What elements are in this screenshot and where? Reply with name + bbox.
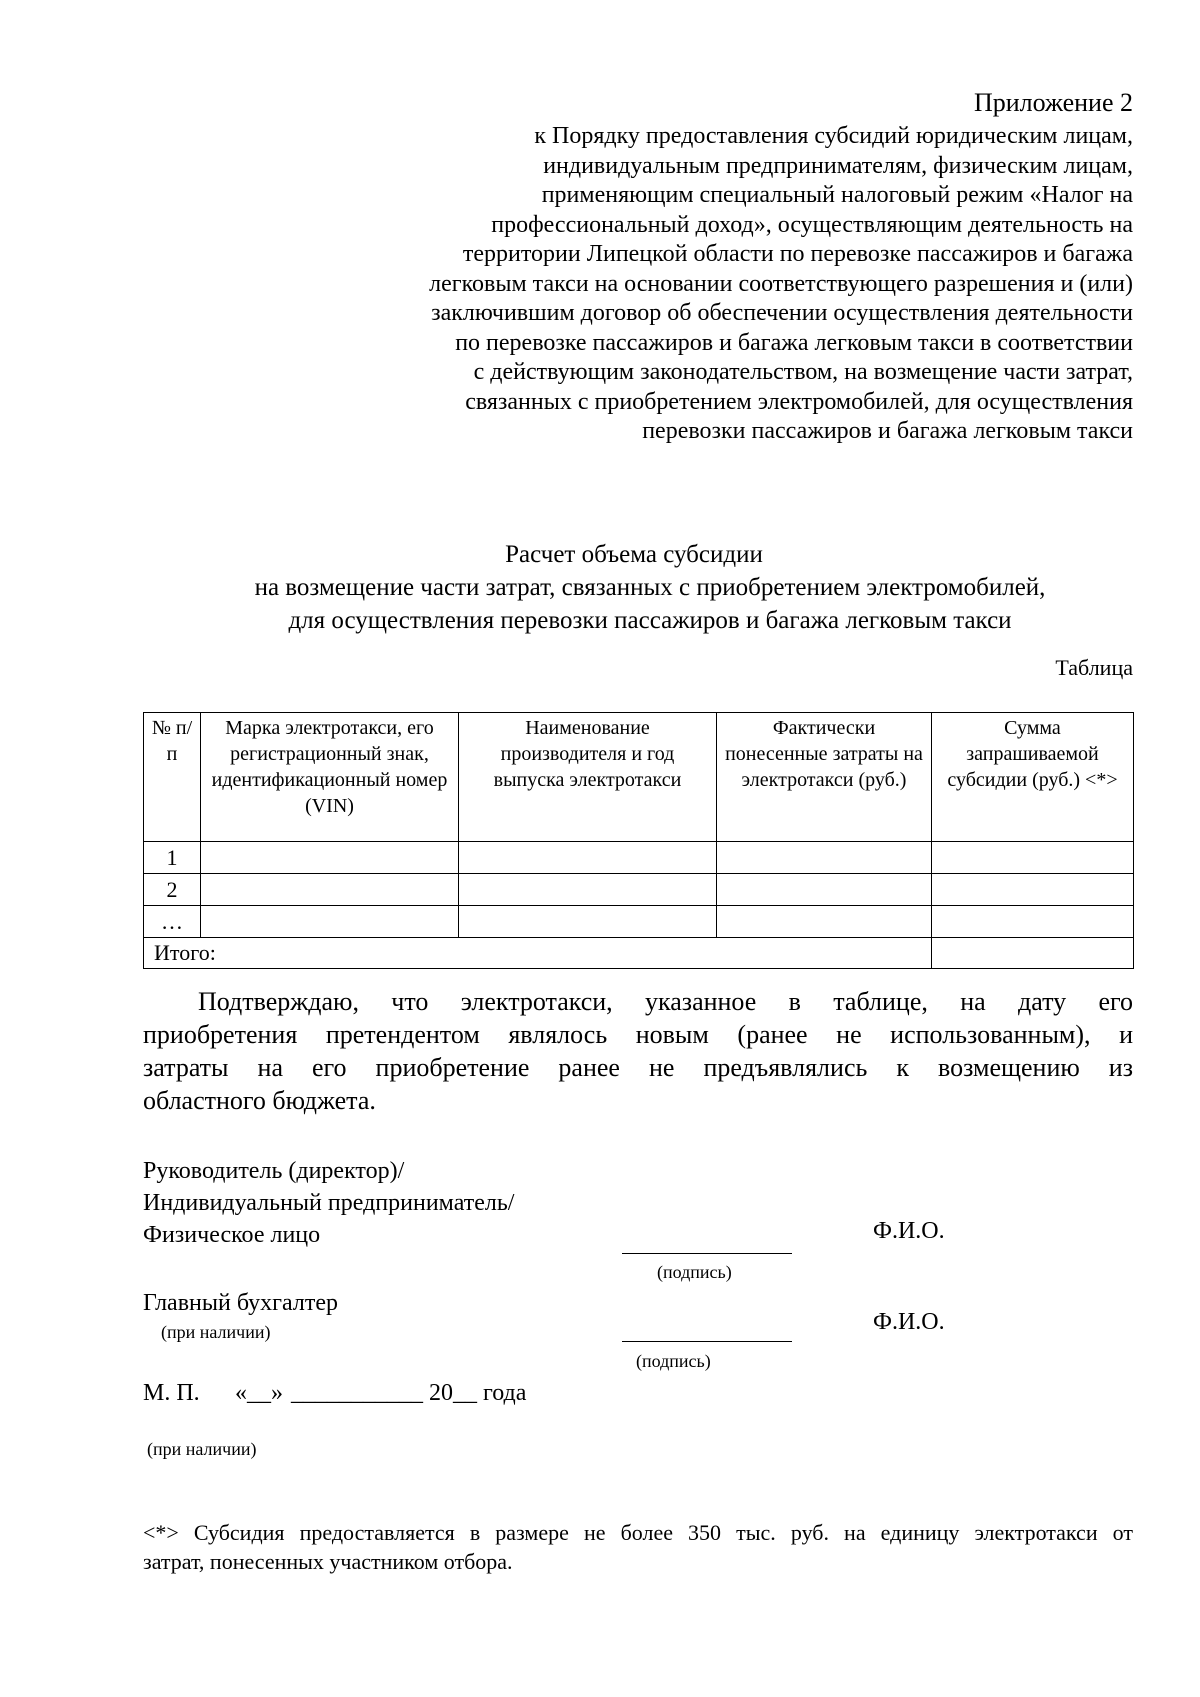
accountant-note: (при наличии) [161, 1322, 271, 1342]
appendix-line: по перевозке пассажиров и багажа легковым такси в соответствии [455, 329, 1133, 356]
subsidy-cell[interactable] [932, 874, 1134, 906]
footnote-line-2: затрат, понесенных участником отбора. [143, 1549, 513, 1574]
total-row [144, 938, 1134, 969]
confirmation-line: затраты на его приобретение ранее не предъявлялись к возмещению из [143, 1053, 1133, 1082]
title-line-2: на возмещение части затрат, связанных с приобретением электромобилей, [254, 574, 1046, 601]
appendix-line: связанных с приобретением электромобилей, для осуществления [465, 388, 1133, 415]
signer-role-head: Руководитель (директор)/ [143, 1158, 405, 1184]
appendix-line: заключившим договор об обеспечении осуществления деятельности [431, 300, 1133, 326]
appendix-line: территории Липецкой области по перевозке пассажиров и багажа [462, 241, 1133, 267]
title-line-3: для осуществления перевозки пассажиров и багажа легковым такси [288, 607, 1012, 634]
accountant-label: Главный бухгалтер [143, 1290, 338, 1316]
appendix-title: Приложение 2 [973, 88, 1133, 117]
appendix-line: к Порядку предоставления субсидий юридическим лицам, [534, 123, 1133, 149]
costs-cell[interactable] [717, 874, 932, 906]
appendix-line: легковым такси на основании соответствующего разрешения и (или) [429, 270, 1133, 297]
confirmation-line: областного бюджета. [143, 1086, 376, 1115]
footnote-line-1: <*> Субсидия предоставляется в размере не более 350 тыс. руб. на единицу электротакси от [143, 1520, 1133, 1545]
appendix-line: применяющим специальный налоговый режим «Налог на [541, 182, 1133, 208]
appendix-header [333, 86, 1133, 447]
row-number: … [144, 906, 201, 938]
costs-cell[interactable] [717, 906, 932, 938]
manufacturer-cell[interactable] [459, 874, 717, 906]
brand-cell[interactable] [201, 842, 459, 874]
signature-line-head[interactable] [622, 1253, 792, 1254]
date-month[interactable]: ___________ [291, 1380, 423, 1406]
costs-cell[interactable] [717, 842, 932, 874]
brand-cell[interactable] [201, 874, 459, 906]
stamp-date-row [143, 1378, 526, 1408]
confirmation-line: Подтверждаю, что электротакси, указанное в таблице, на дату его [198, 987, 1133, 1016]
title-line-1: Расчет объема субсидии [505, 541, 763, 568]
date-day[interactable]: «__» [235, 1380, 283, 1406]
confirmation-paragraph [143, 985, 1133, 1117]
signer-role-individual: Физическое лицо [143, 1222, 321, 1248]
subsidy-cell[interactable] [932, 842, 1134, 874]
fio-label: Ф.И.О. [873, 1218, 945, 1244]
table-header-row [144, 713, 1134, 842]
table-row [144, 874, 1134, 906]
column-header-subsidy: Сумма запрашиваемой субсидии (руб.) <*> [932, 713, 1134, 842]
table-row [144, 906, 1134, 938]
appendix-line: профессиональный доход», осуществляющим деятельность на [491, 211, 1133, 238]
signature-line-accountant[interactable] [622, 1341, 792, 1342]
subsidy-calculation-table [143, 712, 1134, 969]
stamp-note: (при наличии) [147, 1439, 257, 1459]
date-year[interactable]: 20__ года [429, 1380, 527, 1406]
table-row [144, 842, 1134, 874]
appendix-line: индивидуальным предпринимателям, физическим лицам, [543, 152, 1133, 179]
column-header-brand: Марка электротакси, его регистрационный знак, идентификационный номер (VIN) [201, 713, 459, 842]
row-number: 2 [144, 874, 201, 906]
total-subsidy-cell[interactable] [932, 938, 1134, 969]
table-caption: Таблица [1055, 655, 1133, 680]
signature-caption: (подпись) [657, 1262, 732, 1282]
total-label: Итого: [144, 938, 932, 969]
manufacturer-cell[interactable] [459, 842, 717, 874]
column-header-manufacturer: Наименование производителя и год выпуска электротакси [459, 713, 717, 842]
footnote [143, 1518, 1133, 1576]
document-title [150, 538, 1150, 637]
column-header-number: № п/п [144, 713, 201, 842]
appendix-line: перевозки пассажиров и багажа легковым такси [642, 418, 1133, 444]
manufacturer-cell[interactable] [459, 906, 717, 938]
brand-cell[interactable] [201, 906, 459, 938]
column-header-costs: Фактически понесенные затраты на электротакси (руб.) [717, 713, 932, 842]
stamp-label: М. П. [143, 1380, 200, 1406]
fio-label: Ф.И.О. [873, 1309, 945, 1335]
signature-caption: (подпись) [636, 1351, 711, 1371]
signer-role-entrepreneur: Индивидуальный предприниматель/ [143, 1190, 515, 1216]
row-number: 1 [144, 842, 201, 874]
subsidy-cell[interactable] [932, 906, 1134, 938]
confirmation-line: приобретения претендентом являлось новым (ранее не использованным), и [143, 1020, 1133, 1049]
appendix-line: с действующим законодательством, на возмещение части затрат, [473, 359, 1133, 385]
